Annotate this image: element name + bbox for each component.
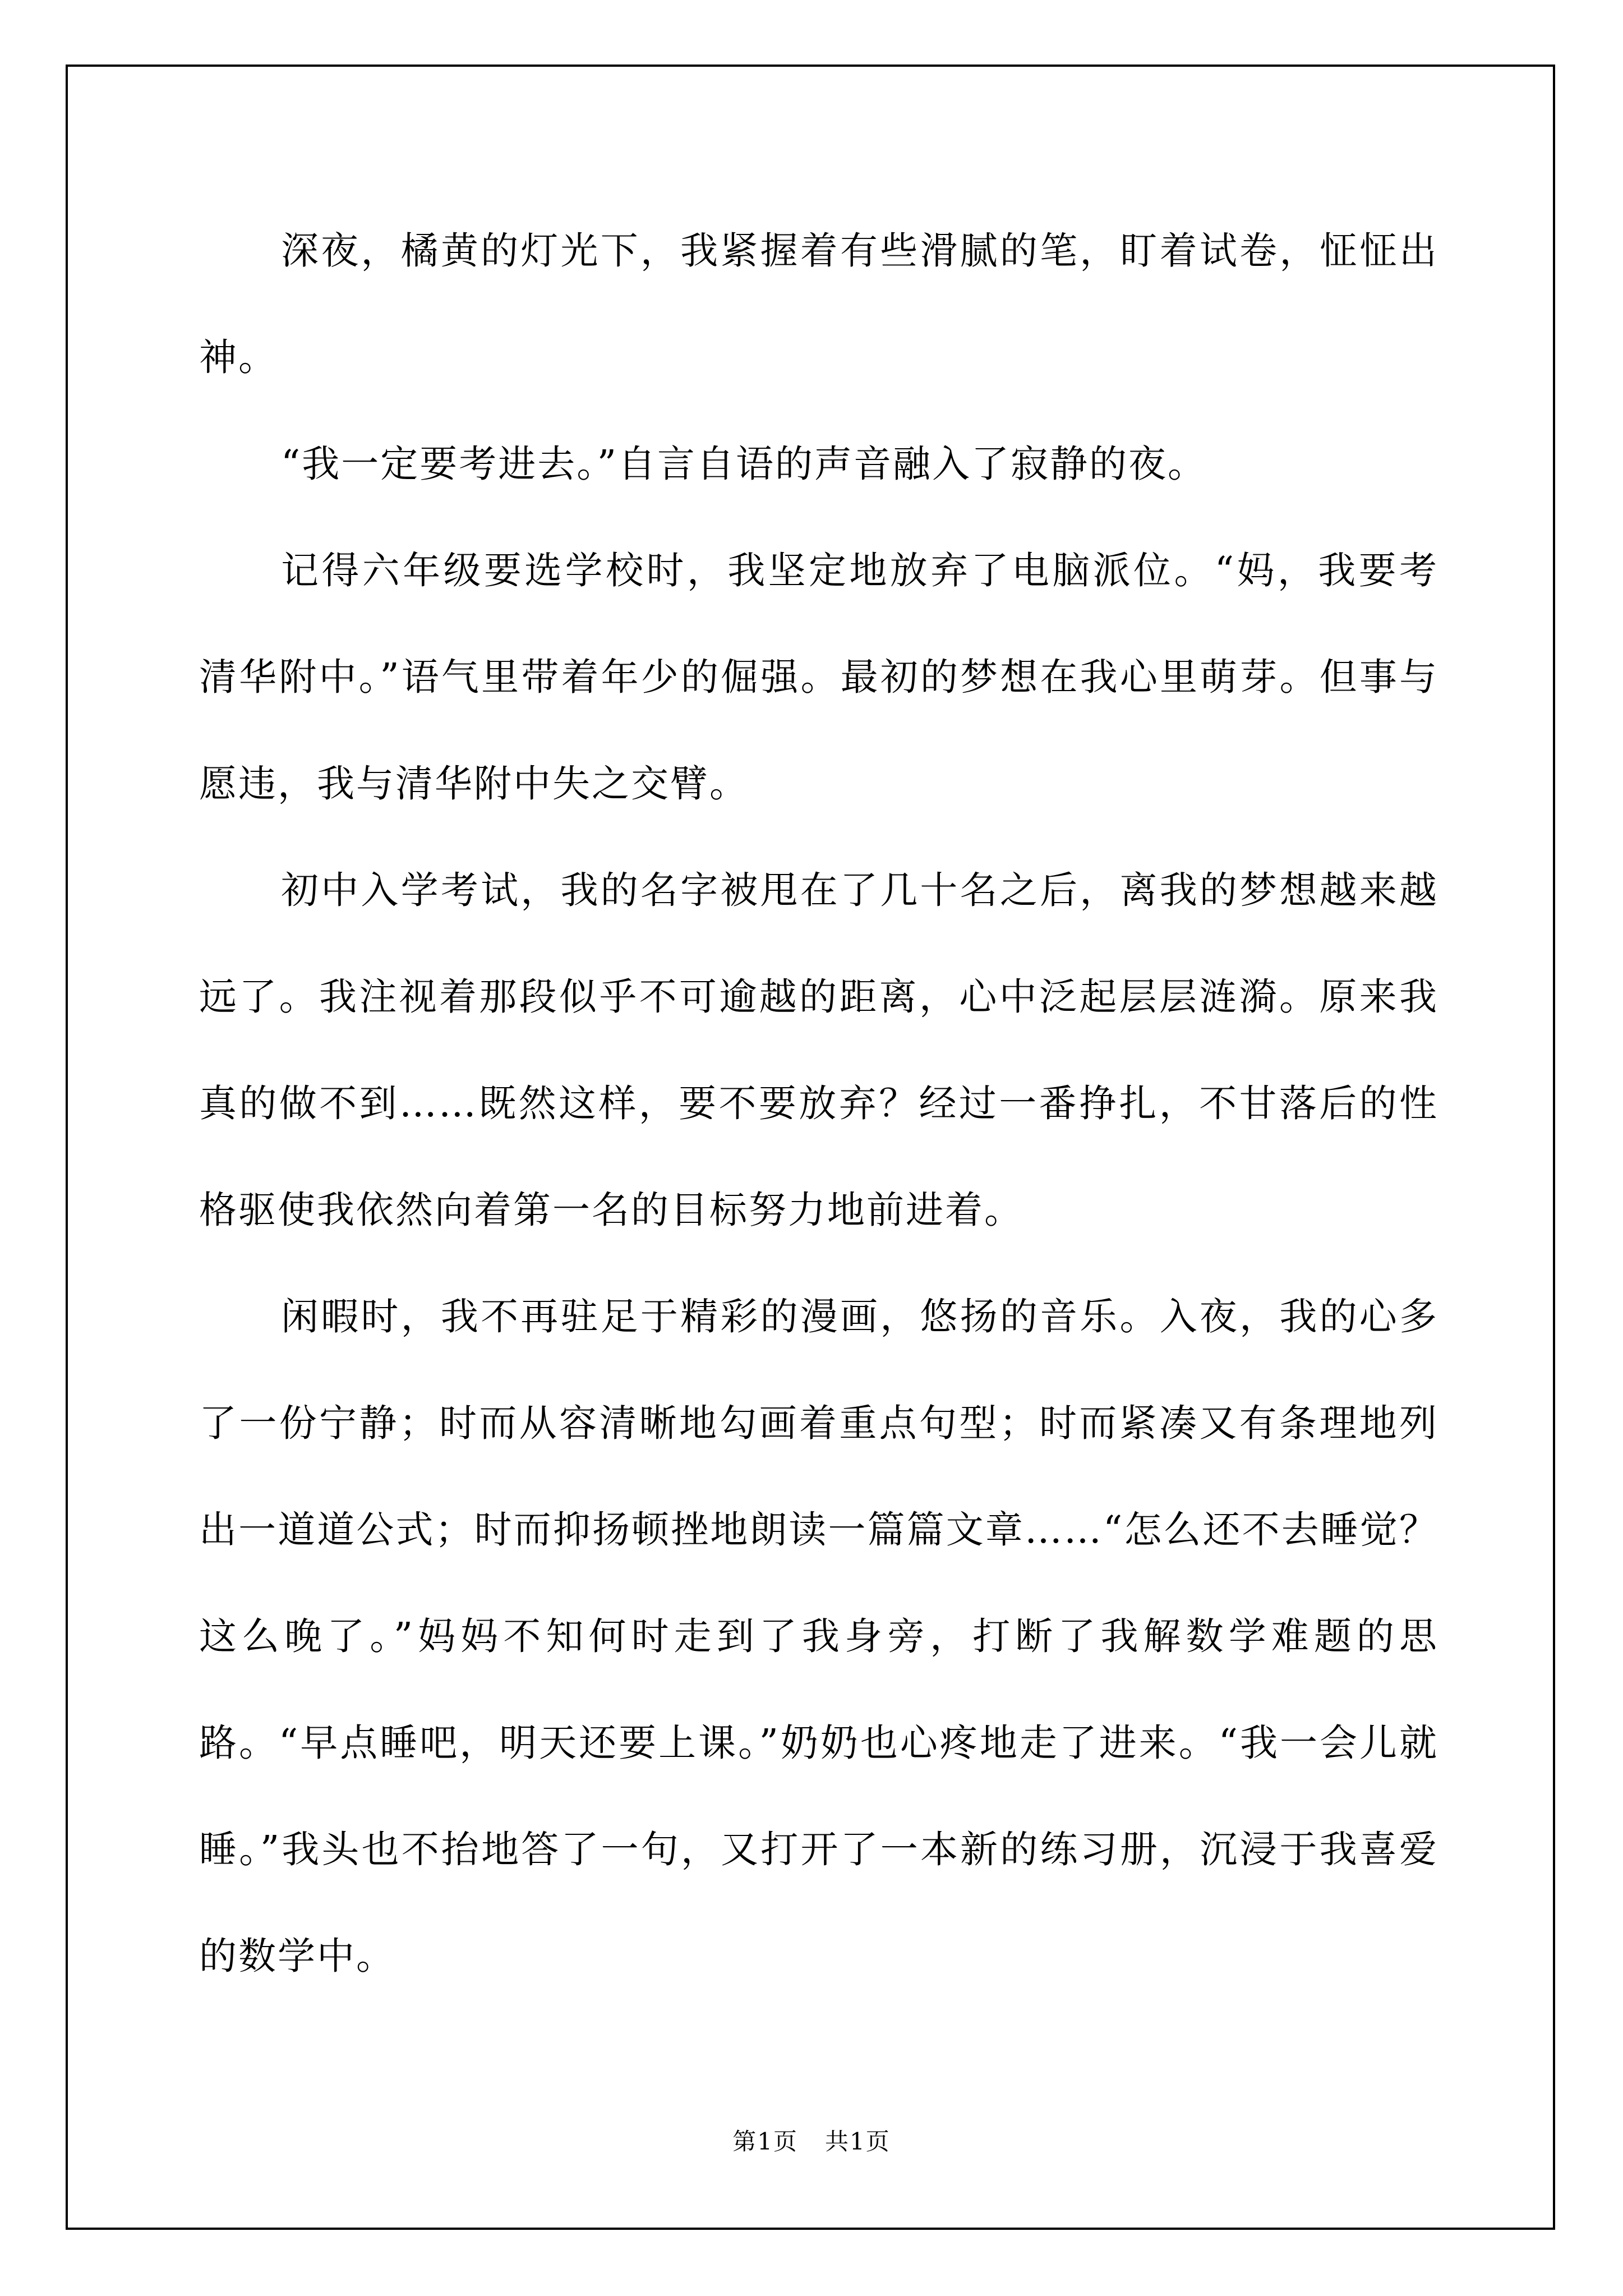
document-body [199,197,1438,2009]
paragraph: “我一定要考进去。”自言自语的声音融入了寂静的夜。 [281,442,1207,486]
paragraph: 闲暇时，我不再驻足于精彩的漫画，悠扬的音乐。入夜，我的心多了一份宁静；时而从容清晰地勾画着重点句型；时而紧凑又有条理地列出一道道公式；时而抑扬顿挫地朗读一篇篇文章……“怎么还不去睡觉？这么晚了。”妈妈不知何时走到了我身旁，打断了我解数学难题的思路。“早点睡吧，明天还要上课。”奶奶也心疼地走了进来。“我一会儿就睡。”我头也不抬地答了一句，又打开了一本新的练习册，沉浸于我喜爱的数学中。 [199,1295,1438,1978]
paragraph: 记得六年级要选学校时，我坚定地放弃了电脑派位。“妈，我要考清华附中。”语气里带着年少的倔强。最初的梦想在我心里萌芽。但事与愿违，我与清华附中失之交臂。 [199,549,1438,806]
page-total: 共1页 [825,2128,891,2155]
paragraph: 初中入学考试，我的名字被甩在了几十名之后，离我的梦想越来越远了。我注视着那段似乎不可逾越的距离，心中泛起层层涟漪。原来我真的做不到……既然这样，要不要放弃？经过一番挣扎，不甘落后的性格驱使我依然向着第一名的目标努力地前进着。 [199,868,1438,1232]
page-footer [0,2125,1623,2159]
paragraph: 深夜，橘黄的灯光下，我紧握着有些滑腻的笔，盯着试卷，怔怔出神。 [199,229,1438,379]
page-number: 第1页 [732,2128,798,2155]
